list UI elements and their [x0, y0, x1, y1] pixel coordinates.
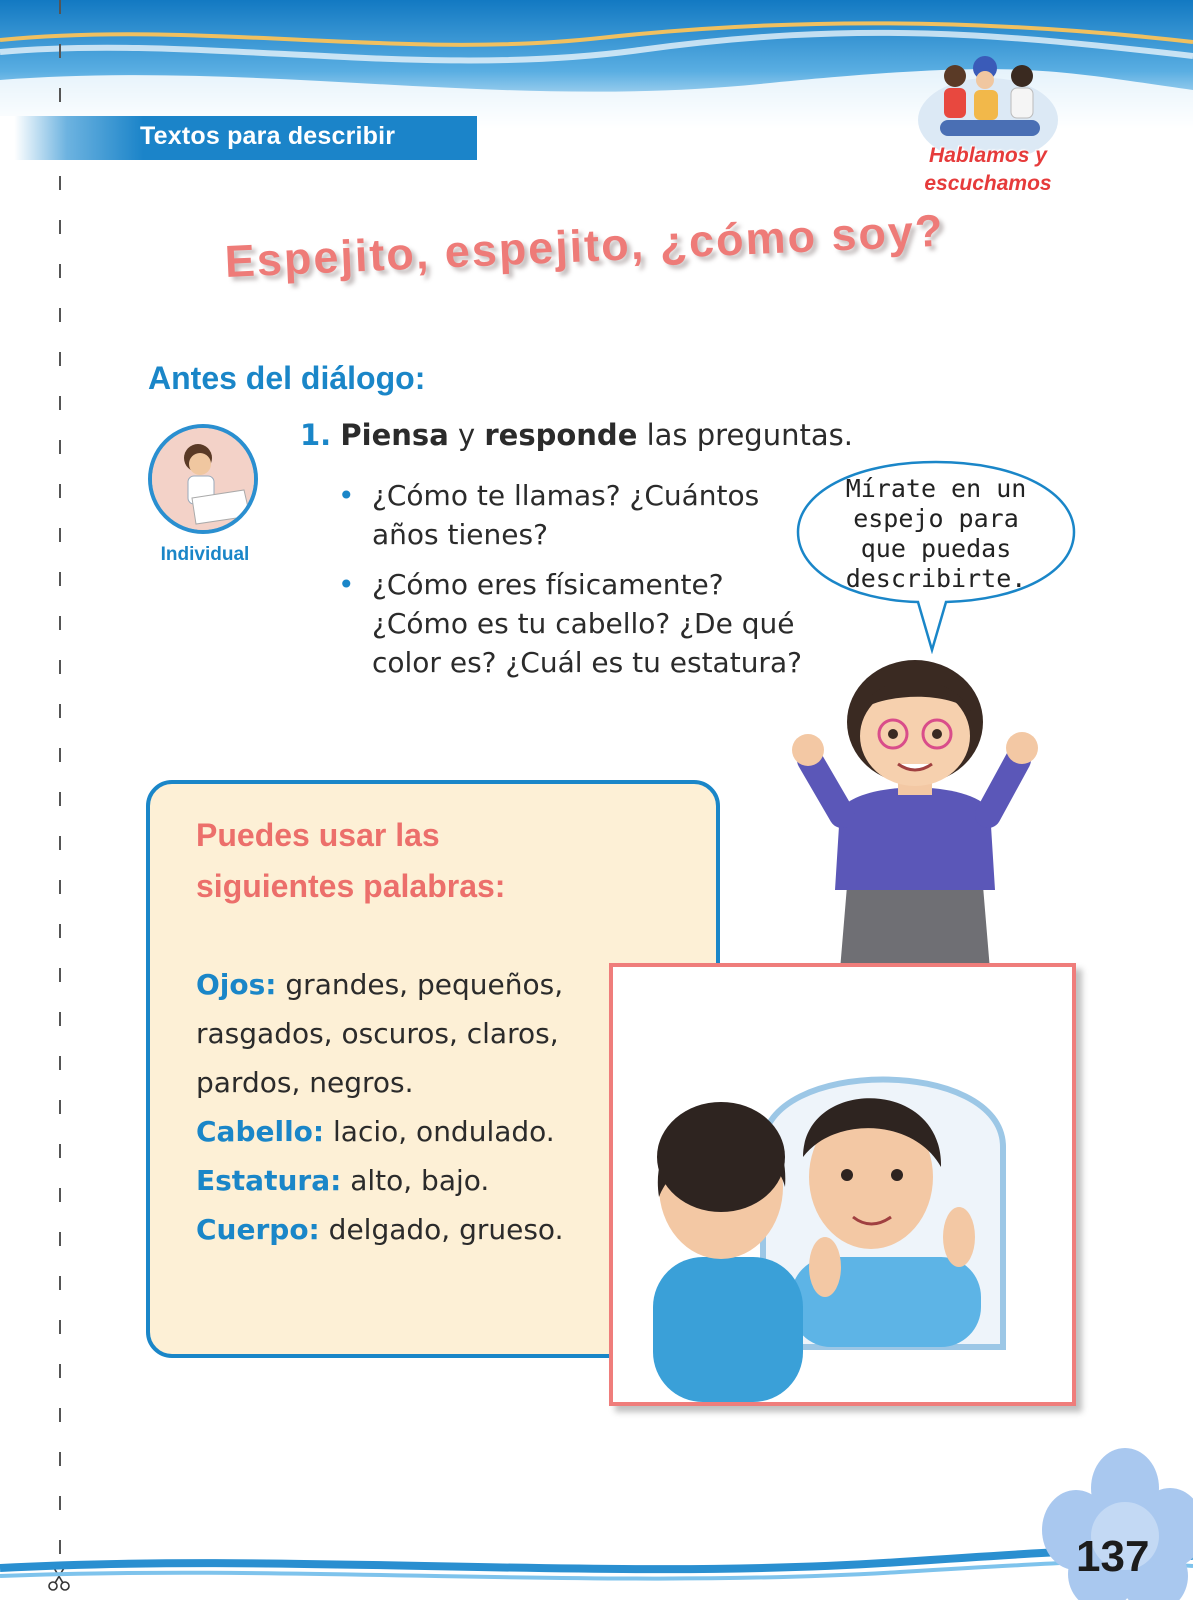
- speech-line: que puedas: [860, 534, 1012, 563]
- mirror-picture: [609, 963, 1076, 1406]
- question-list: [334, 476, 804, 693]
- speech-bubble-text: [812, 474, 1060, 594]
- cut-line: [59, 0, 61, 1560]
- list-item: [196, 1009, 596, 1058]
- instruction-verb2: responde: [484, 418, 638, 452]
- instruction-verb1: Piensa: [340, 418, 449, 452]
- list-item: [334, 565, 804, 682]
- badge-label: [900, 142, 1076, 198]
- instruction-rest: las preguntas.: [646, 418, 853, 452]
- word-values: rasgados, oscuros, claros,: [196, 1017, 559, 1050]
- boy-at-mirror-illustration: [613, 967, 1072, 1402]
- list-item: [196, 1107, 596, 1156]
- individual-label: Individual: [160, 544, 250, 565]
- word-category: Ojos:: [196, 968, 277, 1001]
- word-category: Cuerpo:: [196, 1213, 320, 1246]
- page-number: 137: [1076, 1532, 1150, 1581]
- bullet-icon: •: [338, 568, 355, 601]
- question-text: ¿Cómo te llamas? ¿Cuántos años tienes?: [372, 479, 760, 551]
- word-box-title-line1: Puedes usar las: [196, 817, 440, 853]
- instruction-connector: y: [457, 418, 476, 452]
- word-box-title: [196, 810, 616, 912]
- footer-wave-decoration: [0, 1520, 1193, 1600]
- word-values: delgado, grueso.: [328, 1213, 564, 1246]
- question-text: ¿Cómo eres físicamente? ¿Cómo es tu cabello? ¿De qué color es? ¿Cuál es tu estatura?: [372, 568, 802, 679]
- bullet-icon: •: [338, 479, 355, 512]
- speech-line: espejo para: [853, 504, 1019, 533]
- word-list: [196, 960, 596, 1254]
- list-item: [196, 1156, 596, 1205]
- section-label: Textos para describir: [140, 122, 396, 150]
- word-values: alto, bajo.: [350, 1164, 490, 1197]
- instruction: [300, 418, 853, 452]
- badge-label-line2: escuchamos: [924, 172, 1052, 195]
- section-heading: Antes del diálogo:: [148, 360, 426, 396]
- girl-with-glasses-illustration: [790, 640, 1040, 970]
- list-item: [196, 1205, 596, 1254]
- list-item: [196, 1058, 596, 1107]
- word-category: Cabello:: [196, 1115, 325, 1148]
- word-values: pardos, negros.: [196, 1066, 414, 1099]
- instruction-number: 1.: [300, 418, 332, 452]
- word-category: Estatura:: [196, 1164, 342, 1197]
- word-values: lacio, ondulado.: [333, 1115, 555, 1148]
- child-writing-illustration: [152, 428, 254, 530]
- word-values: grandes, pequeños,: [285, 968, 564, 1001]
- speech-line: describirte.: [845, 564, 1027, 593]
- individual-avatar: [148, 424, 258, 534]
- section-banner: [0, 116, 477, 160]
- page-title: Espejito, espejito, ¿cómo soy?: [223, 204, 946, 288]
- badge-label-line1: Hablamos y: [929, 144, 1047, 167]
- speech-line: Mírate en un: [845, 474, 1027, 503]
- list-item: [334, 476, 804, 554]
- word-box-title-line2: siguientes palabras:: [196, 868, 506, 904]
- list-item: [196, 960, 596, 1009]
